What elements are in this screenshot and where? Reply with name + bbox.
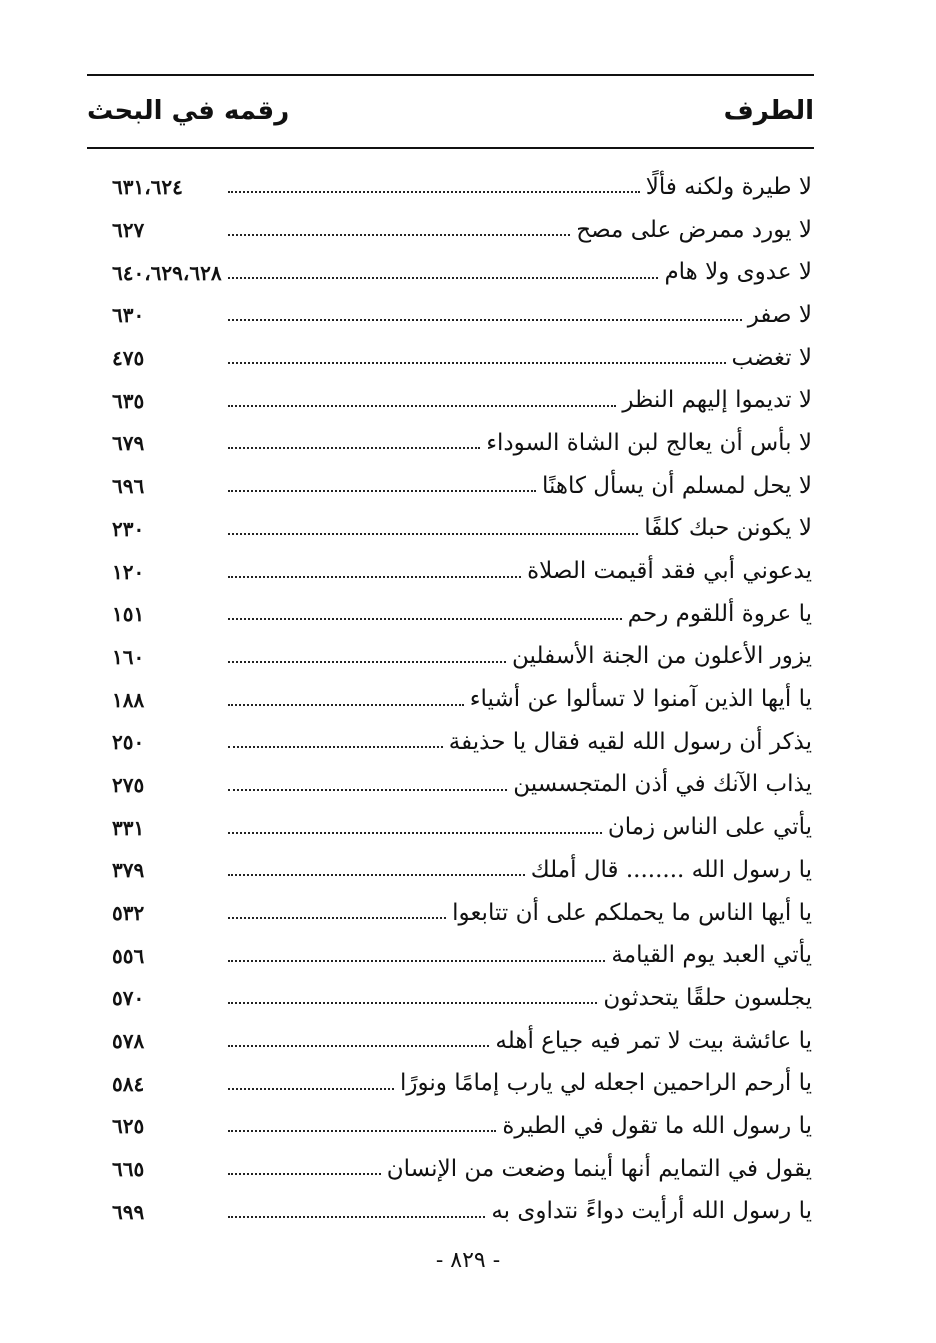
entry-text: يا رسول الله ما تقول في الطيرة [502,1112,812,1139]
entry-page-number: ٦٤٠،٦٢٩،٦٢٨ [112,260,222,285]
index-entry [112,764,812,807]
entry-text: لا يورد ممرض على مصح [576,216,812,243]
dot-leader [228,832,602,834]
entry-text: لا تديموا إليهم النظر [622,387,812,414]
index-entry [112,1020,812,1063]
entry-text: يدعوني أبي فقد أقيمت الصلاة [527,558,812,585]
dot-leader [228,704,464,706]
dot-leader [228,362,726,364]
index-entry [112,636,812,679]
entry-page-number: ٦٦٥ [112,1157,145,1182]
index-entry [112,337,812,380]
entry-text: يا رسول الله ........ قال أملك [530,856,812,883]
entry-page-number: ٢٧٥ [112,772,145,797]
dot-leader [228,1173,381,1175]
index-entry [112,379,812,422]
dot-leader [228,917,446,919]
entry-page-number: ٦٩٦ [112,474,145,499]
entry-text: لا طيرة ولكنه فألًا [645,173,812,200]
index-entry [112,934,812,977]
entry-text: لا يكونن حبك كلفًا [644,515,812,542]
entry-text: لا عدوى ولا هام [664,259,812,286]
index-entry [112,1105,812,1148]
index-entry [112,1148,812,1191]
header-bottom-rule [87,147,814,149]
entry-text: يأتي العبد يوم القيامة [611,942,812,969]
header-top-rule [87,74,814,76]
dot-leader [228,874,525,876]
entry-page-number: ٥٧٨ [112,1029,145,1054]
index-entry [112,465,812,508]
entry-text: لا صفر [747,301,812,328]
entry-page-number: ٦٩٩ [112,1199,145,1224]
entry-text: لا يحل لمسلم أن يسأل كاهنًا [541,472,812,499]
index-entry [112,422,812,465]
index-entry [112,806,812,849]
dot-leader [228,618,622,620]
header-label-entry: الطرف [723,96,814,126]
index-entry [112,294,812,337]
entry-page-number: ١٦٠ [112,644,145,669]
dot-leader [228,533,638,535]
dot-leader [228,789,507,791]
index-entry [112,678,812,721]
entry-page-number: ٢٣٠ [112,516,145,541]
entry-page-number: ٥٨٤ [112,1071,145,1096]
entry-page-number: ٣٣١ [112,815,145,840]
dot-leader [228,405,616,407]
entry-page-number: ٦٣١،٦٢٤ [112,175,183,200]
dot-leader [228,1130,496,1132]
entry-text: يا أرحم الراحمين اجعله لي يارب إمامًا ونورًا [400,1070,812,1097]
entry-page-number: ١٨٨ [112,687,145,712]
dot-leader [228,576,521,578]
entry-text: يا أيها الذين آمنوا لا تسألوا عن أشياء [469,686,812,713]
page-number: - ٨٢٩ - [435,1248,501,1273]
index-entry [112,550,812,593]
index-entry [112,977,812,1020]
index-entry [112,209,812,252]
entry-text: يا أيها الناس ما يحملكم على أن تتابعوا [452,899,812,926]
dot-leader [228,1216,485,1218]
index-header [87,88,814,134]
header-label-page-number: رقمه في البحث [87,96,290,126]
dot-leader [228,319,742,321]
entry-text: يزور الأعلون من الجنة الأسفلين [512,643,812,670]
dot-leader [228,234,570,236]
entry-page-number: ٢٥٠ [112,730,145,755]
index-entry [112,892,812,935]
entry-text: يأتي على الناس زمان [607,814,812,841]
index-entry [112,593,812,636]
index-entry [112,849,812,892]
entry-page-number: ٦٢٥ [112,1114,145,1139]
entry-text: يذكر أن رسول الله لقيه فقال يا حذيفة [448,728,812,755]
entry-page-number: ٥٧٠ [112,986,145,1011]
entry-page-number: ٦٣٥ [112,388,145,413]
entry-text: يقول في التمايم أنها أينما وضعت من الإنسان [386,1155,812,1182]
dot-leader [228,1002,597,1004]
entry-text: يجلسون حلقًا يتحدثون [603,984,812,1011]
entry-page-number: ٥٥٦ [112,943,145,968]
dot-leader [228,746,443,748]
entry-page-number: ٦٣٠ [112,303,145,328]
index-entry-list [112,166,812,1233]
entry-page-number: ٥٣٢ [112,901,145,926]
index-entry [112,1191,812,1234]
index-entry [112,508,812,551]
index-entry [112,166,812,209]
entry-text: يا رسول الله أرأيت دواءً نتداوى به [491,1198,812,1225]
dot-leader [228,661,506,663]
dot-leader [228,447,480,449]
entry-page-number: ٤٧٥ [112,346,145,371]
entry-text: يا عائشة بيت لا تمر فيه جياع أهله [495,1027,812,1054]
entry-text: لا تغضب [731,344,812,371]
index-entry [112,251,812,294]
dot-leader [228,1088,394,1090]
entry-page-number: ٦٢٧ [112,218,145,243]
index-entry [112,1062,812,1105]
index-entry [112,721,812,764]
dot-leader [228,960,605,962]
entry-text: يذاب الآنك في أذن المتجسسين [513,771,812,798]
dot-leader [228,191,640,193]
dot-leader [228,1045,489,1047]
entry-page-number: ٣٧٩ [112,858,145,883]
entry-page-number: ١٥١ [112,602,145,627]
entry-text: لا بأس أن يعالج لبن الشاة السوداء [486,429,812,456]
entry-page-number: ٦٧٩ [112,431,145,456]
dot-leader [228,490,536,492]
entry-text: يا عروة أللقوم رحم [627,600,812,627]
dot-leader [228,277,658,279]
entry-page-number: ١٢٠ [112,559,145,584]
